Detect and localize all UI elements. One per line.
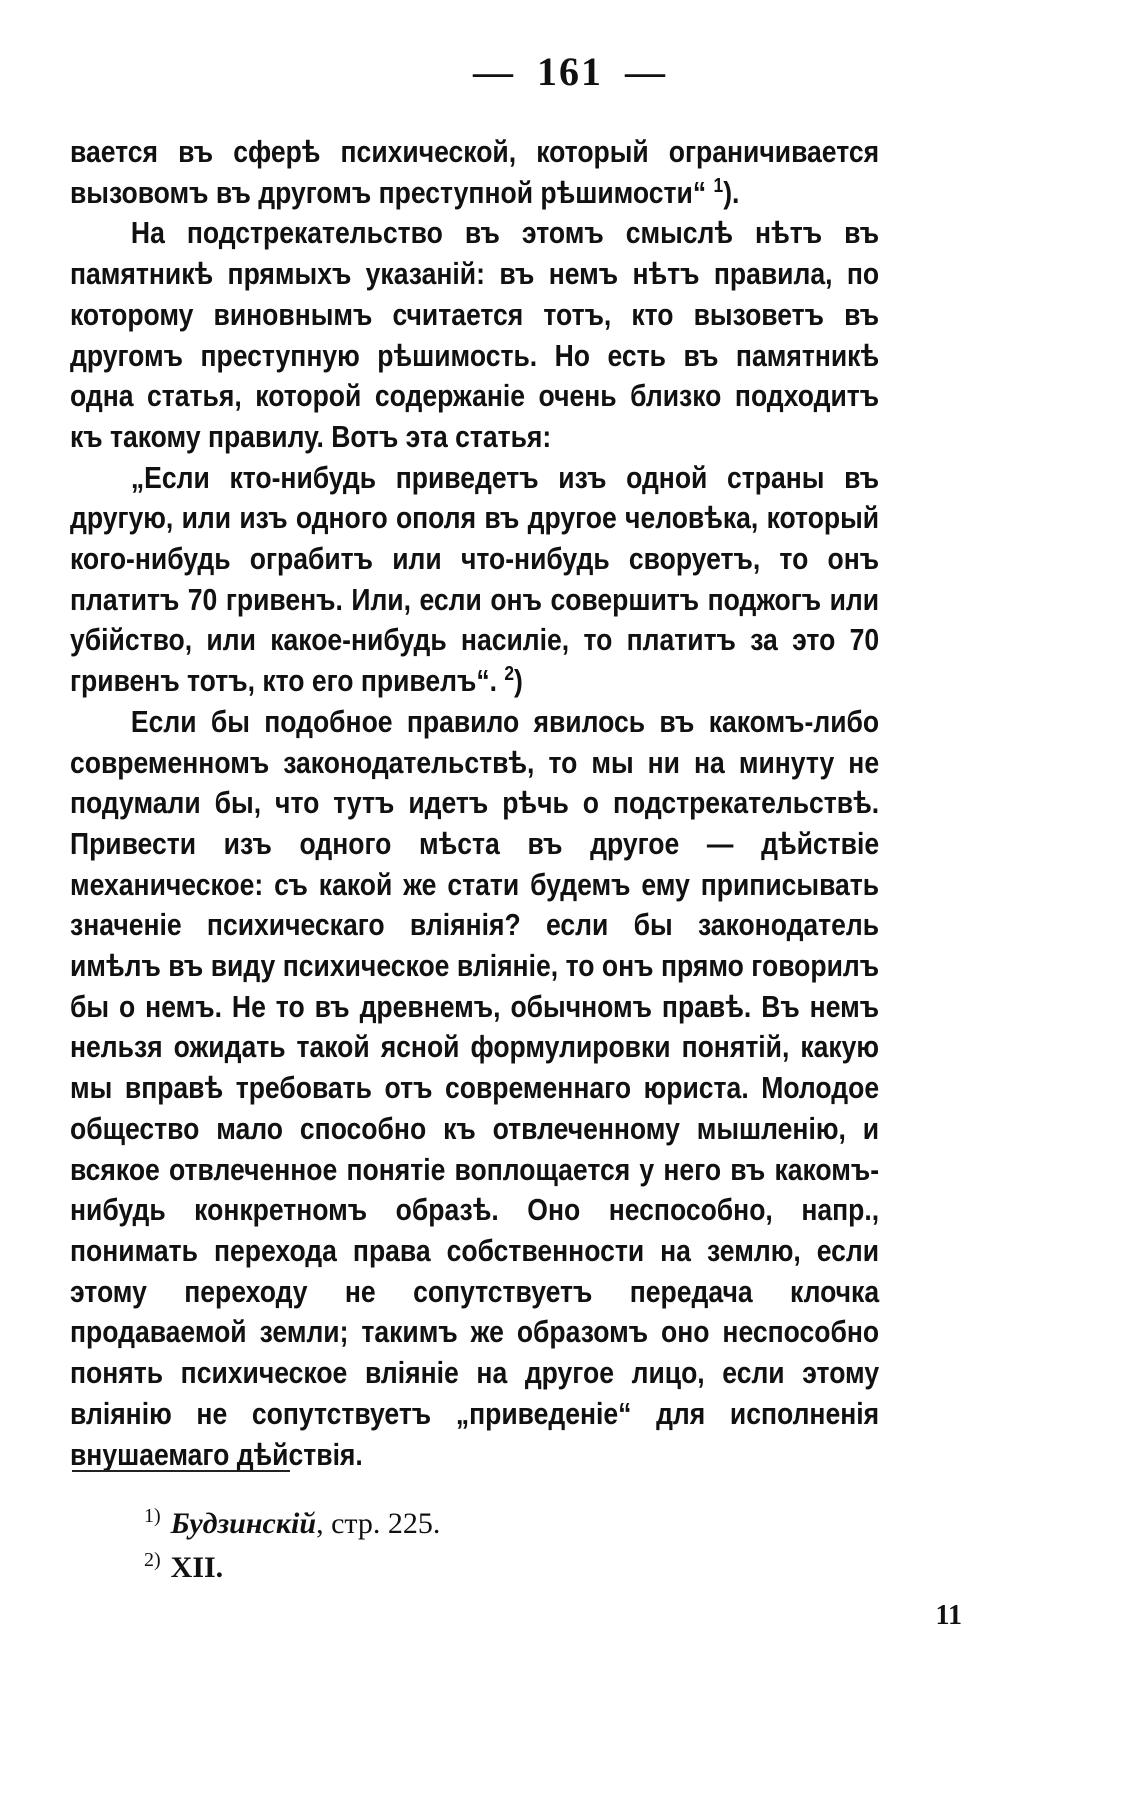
footnotes bbox=[144, 1502, 440, 1590]
footnote-divider bbox=[72, 1470, 290, 1472]
quote-tail: ) bbox=[514, 664, 523, 699]
body-text bbox=[70, 132, 879, 1475]
page-header bbox=[0, 48, 1140, 95]
quoted-article bbox=[70, 458, 879, 702]
paragraph-text: вается въ сферѣ психической, который ограничивается вызовомъ въ другомъ преступной рѣшимости“ bbox=[70, 135, 880, 210]
footnote-text: , стр. 225. bbox=[316, 1507, 441, 1540]
paragraph-tail: ). bbox=[723, 175, 740, 210]
footnote-2 bbox=[144, 1546, 440, 1590]
footnote-mark: 1) bbox=[144, 1505, 161, 1527]
footnote-ref-2: 2 bbox=[504, 662, 515, 685]
quote-text: „Если кто-нибудь приведетъ изъ одной страны въ другую, или изъ одного ополя въ другое человѣка, который кого-нибудь ограбитъ или что-нибудь своруетъ, то онъ платитъ 70 гривенъ. Или, если онъ совершитъ поджогъ или убійство, или какое-нибудь насиліе, то платитъ за это 70 гривенъ тотъ, кто его привелъ“. bbox=[70, 460, 880, 699]
footnote-text: XII. bbox=[170, 1551, 224, 1584]
footnote-1 bbox=[144, 1502, 440, 1546]
paragraph-instigation: На подстрекательство въ этомъ смыслѣ нѣтъ въ памятникѣ прямыхъ указаній: въ немъ нѣтъ правила, по которому виновнымъ считается тотъ, кто вызоветъ въ другомъ преступную рѣшимость. Но есть въ памятникѣ одна статья, которой содержаніе очень близко подходитъ къ такому правилу. Вотъ эта статья: bbox=[70, 216, 880, 454]
header-dash-right: — bbox=[625, 49, 667, 94]
footnote-ref-1: 1 bbox=[713, 174, 724, 197]
paragraph-analysis: Если бы подобное правило явилось въ какомъ-либо современномъ законодательствѣ, то мы ни на минуту не подумали бы, что тутъ идетъ рѣчь о подстрекательствѣ. Привести изъ одного мѣста въ другое — дѣйствіе механическое: съ какой же стати будемъ ему приписывать значеніе психическаго вліянія? если бы законодатель имѣлъ въ виду психическое вліяніе, то онъ прямо говорилъ бы о немъ. Не то въ древнемъ, обычномъ правѣ. Въ немъ нельзя ожидать такой ясной формулировки понятій, какую мы вправѣ требовать отъ современнаго юриста. Молодое общество мало способно къ отвлеченному мышленію, и всякое отвлеченное понятіе воплощается у него въ какомъ-нибудь конкретномъ образѣ. Оно неспособно, напр., понимать перехода права собственности на землю, если этому переходу не сопутствуетъ передача клочка продаваемой земли; такимъ же образомъ оно неспособно понять психическое вліяніе на другое лицо, если этому вліянію не сопутствуетъ „приведеніе“ для исполненія внушаемаго дѣйствія. bbox=[70, 704, 880, 1472]
footnote-author: Будзинскій bbox=[170, 1507, 317, 1540]
page-number: 161 bbox=[537, 49, 603, 94]
footnote-mark: 2) bbox=[144, 1549, 161, 1571]
header-dash-left: — bbox=[473, 49, 515, 94]
printer-signature: 11 bbox=[935, 1600, 962, 1631]
paragraph-continuation bbox=[70, 132, 879, 213]
